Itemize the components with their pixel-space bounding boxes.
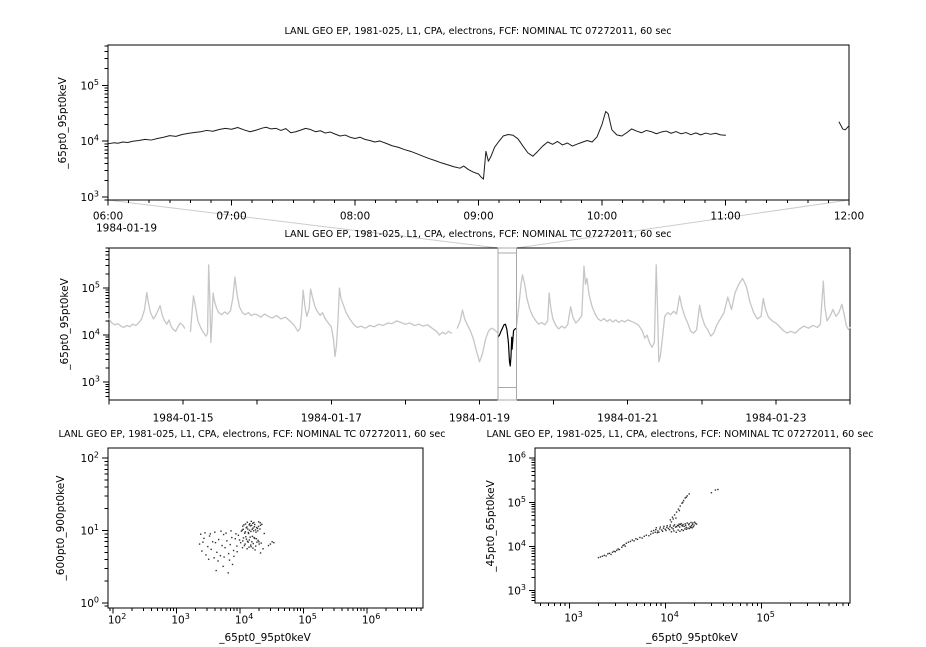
data-point [223, 556, 224, 557]
data-point [623, 544, 624, 545]
data-point [258, 541, 259, 542]
data-point [228, 553, 229, 554]
data-point [674, 524, 675, 525]
data-point [685, 523, 686, 524]
data-point [690, 522, 691, 523]
data-point [233, 550, 234, 551]
data-point [648, 535, 649, 536]
data-point [651, 531, 652, 532]
data-point [249, 530, 250, 531]
data-point [212, 541, 213, 542]
data-point [251, 529, 252, 530]
data-point [226, 540, 227, 541]
data-point [683, 530, 684, 531]
data-point [666, 527, 667, 528]
data-point [205, 554, 206, 555]
data-point [245, 531, 246, 532]
series-line [191, 265, 452, 357]
data-point [607, 553, 608, 554]
data-point [242, 547, 243, 548]
data-point [233, 556, 234, 557]
data-point [689, 526, 690, 527]
data-point [271, 541, 272, 542]
data-point [244, 543, 245, 544]
data-point [678, 525, 679, 526]
data-point [657, 530, 658, 531]
data-point [677, 529, 678, 530]
data-point [671, 521, 672, 522]
data-point [604, 555, 605, 556]
axis-tick-label: $10^4$ [81, 327, 100, 343]
data-point [679, 531, 680, 532]
data-point [199, 543, 200, 544]
data-point [258, 521, 259, 522]
axis-tick-label: $10^4$ [234, 612, 254, 627]
axis-tick-label: $10^3$ [564, 610, 583, 625]
data-point [675, 517, 676, 518]
data-point [235, 538, 236, 539]
data-point [600, 556, 601, 557]
connector-line-left [108, 200, 498, 248]
data-point [684, 528, 685, 529]
data-point [235, 533, 236, 534]
data-point [696, 523, 697, 524]
data-point [238, 535, 239, 536]
data-point [656, 527, 657, 528]
data-point [646, 535, 647, 536]
top-y-axis-label: _65pt0_95pt0keV [57, 77, 69, 169]
data-point [660, 526, 661, 527]
axis-tick-label: 06:00 [92, 210, 124, 223]
data-point [255, 529, 256, 530]
data-point [209, 535, 210, 536]
data-point [652, 532, 653, 533]
data-point [254, 526, 255, 527]
data-point [230, 544, 231, 545]
data-point [637, 539, 638, 540]
data-point [676, 511, 677, 512]
data-point [220, 555, 221, 556]
data-point [686, 527, 687, 528]
axis-tick-label: 11:00 [710, 210, 741, 223]
data-point [655, 529, 656, 530]
data-point [260, 552, 261, 553]
data-point [268, 545, 269, 546]
data-point [252, 523, 253, 524]
data-point [680, 505, 681, 506]
data-point [256, 542, 257, 543]
series-line [457, 310, 498, 362]
data-point [245, 536, 246, 537]
data-point [224, 547, 225, 548]
data-point [671, 527, 672, 528]
data-point [613, 551, 614, 552]
scatter-left-title: LANL GEO EP, 1981-025, L1, CPA, electrons, FCF: NOMINAL TC 07272011, 60 sec [58, 429, 446, 440]
axis-tick-label: 07:00 [216, 210, 247, 223]
data-point [665, 530, 666, 531]
axis-tick-label: 1984-01-23 [745, 412, 807, 425]
data-point [676, 532, 677, 533]
data-point [236, 551, 237, 552]
axis-tick-label: 12:00 [833, 210, 865, 223]
data-point [261, 524, 262, 525]
data-point [657, 532, 658, 533]
data-point [681, 529, 682, 530]
data-point [253, 537, 254, 538]
data-point [687, 522, 688, 523]
axis-tick-label: $10^4$ [507, 538, 526, 554]
data-point [251, 525, 252, 526]
data-point [259, 543, 260, 544]
axis-tick-label: 09:00 [463, 210, 494, 223]
data-point [673, 518, 674, 519]
data-point [669, 529, 670, 530]
data-point [259, 528, 260, 529]
data-point [632, 539, 633, 540]
data-point [670, 524, 671, 525]
data-point [687, 527, 688, 528]
plot-frame [109, 248, 850, 400]
data-point [255, 531, 256, 532]
data-point [228, 572, 229, 573]
axis-tick-label: $10^6$ [507, 450, 526, 466]
data-point [257, 530, 258, 531]
selection-box-outline[interactable] [498, 248, 517, 400]
data-point [644, 536, 645, 537]
data-point [232, 564, 233, 565]
data-point [220, 530, 221, 531]
data-point [257, 528, 258, 529]
data-point [208, 559, 209, 560]
data-point [248, 546, 249, 547]
connector-line-right [517, 200, 849, 248]
data-point [223, 534, 224, 535]
scatter-right-y-axis-label: _45pt0_65pt0keV [485, 480, 497, 572]
data-point [246, 527, 247, 528]
axis-tick-label: $10^3$ [81, 374, 100, 390]
data-point [214, 531, 215, 532]
data-point [661, 529, 662, 530]
data-point [673, 525, 674, 526]
data-point [242, 525, 243, 526]
data-point [598, 557, 599, 558]
data-point [243, 537, 244, 538]
data-point [655, 532, 656, 533]
data-point [249, 536, 250, 537]
data-point [653, 530, 654, 531]
series-line [109, 293, 185, 332]
series-line [498, 324, 517, 366]
data-point [659, 528, 660, 529]
data-point [673, 530, 674, 531]
data-point [242, 540, 243, 541]
data-point [215, 542, 216, 543]
axis-tick-label: $10^5$ [756, 610, 775, 625]
data-point [202, 542, 203, 543]
data-point [222, 566, 223, 567]
data-point [711, 492, 712, 493]
data-point [213, 557, 214, 558]
axis-tick-label: 1984-01-19 [448, 412, 511, 425]
top-panel-title: LANL GEO EP, 1981-025, L1, CPA, electrons, FCF: NOMINAL TC 07272011, 60 sec [284, 26, 672, 37]
data-point [679, 510, 680, 511]
data-point [250, 544, 251, 545]
scatter-left-x-axis-label: _65pt0_95pt0keV [219, 632, 311, 644]
data-point [207, 546, 208, 547]
data-point [688, 524, 689, 525]
panel-scatter-600-900kev[interactable] [81, 448, 423, 627]
data-point [650, 533, 651, 534]
data-point [610, 554, 611, 555]
plot-frame [108, 45, 849, 200]
data-point [210, 533, 211, 534]
axis-tick-label: $10^6$ [361, 612, 381, 627]
scatter-right-title: LANL GEO EP, 1981-025, L1, CPA, electrons, FCF: NOMINAL TC 07272011, 60 sec [486, 429, 874, 440]
data-point [678, 508, 679, 509]
data-point [633, 540, 634, 541]
data-point [679, 526, 680, 527]
data-point [602, 556, 603, 557]
series-line [108, 112, 726, 180]
data-point [619, 549, 620, 550]
data-point [242, 530, 243, 531]
data-point [231, 537, 232, 538]
data-point [250, 525, 251, 526]
data-point [663, 526, 664, 527]
data-point [671, 531, 672, 532]
data-point [215, 570, 216, 571]
data-point [641, 537, 642, 538]
data-point [252, 536, 253, 537]
data-point [256, 538, 257, 539]
data-point [686, 497, 687, 498]
data-point [247, 541, 248, 542]
data-point [680, 523, 681, 524]
data-point [664, 529, 665, 530]
axis-tick-label: $10^0$ [80, 595, 99, 610]
data-point [200, 534, 201, 535]
data-point [253, 522, 254, 523]
data-point [605, 555, 606, 556]
axis-tick-label: $10^5$ [81, 280, 100, 295]
data-point [216, 552, 217, 553]
data-point [246, 548, 247, 549]
data-point [687, 495, 688, 496]
data-point [243, 524, 244, 525]
data-point [682, 502, 683, 503]
data-point [251, 541, 252, 542]
data-point [246, 538, 247, 539]
data-point [688, 493, 689, 494]
data-point [252, 548, 253, 549]
axis-tick-label: $10^3$ [171, 612, 190, 627]
data-point [658, 532, 659, 533]
data-point [670, 519, 671, 520]
data-point [688, 523, 689, 524]
plot-frame [535, 448, 850, 603]
data-point [693, 526, 694, 527]
data-point [676, 526, 677, 527]
data-point [628, 542, 629, 543]
data-point [201, 550, 202, 551]
axis-tick-label: 08:00 [339, 210, 371, 223]
data-point [253, 543, 254, 544]
data-point [204, 532, 205, 533]
axis-tick-label: $10^3$ [507, 583, 526, 598]
data-point [261, 542, 262, 543]
data-point [691, 525, 692, 526]
data-point [253, 530, 254, 531]
context-y-axis-label: _65pt0_95pt0keV [59, 278, 71, 370]
data-point [251, 521, 252, 522]
data-point [685, 525, 686, 526]
data-point [683, 500, 684, 501]
data-point [672, 517, 673, 518]
data-point [693, 524, 694, 525]
data-point [616, 550, 617, 551]
axis-tick-label: 1984-01-17 [300, 412, 362, 425]
axis-tick-label: $10^2$ [80, 450, 99, 466]
axis-tick-label: $10^4$ [660, 610, 679, 625]
data-point [674, 514, 675, 515]
series-line [517, 265, 850, 362]
data-point [639, 537, 640, 538]
axis-tick-label: $10^5$ [298, 612, 317, 627]
data-point [689, 528, 690, 529]
data-point [258, 526, 259, 527]
data-point [717, 489, 718, 490]
data-point [683, 526, 684, 527]
data-point [612, 552, 613, 553]
data-point [686, 529, 687, 530]
scatter-points [598, 489, 719, 558]
series-line [839, 122, 849, 130]
data-point [715, 489, 716, 490]
context-panel-title: LANL GEO EP, 1981-025, L1, CPA, electrons, FCF: NOMINAL TC 07272011, 60 sec [284, 229, 672, 240]
data-point [245, 523, 246, 524]
axis-tick-label: $10^3$ [80, 189, 99, 205]
data-point [270, 543, 271, 544]
data-point [203, 538, 204, 539]
axis-tick-label: 1984-01-15 [152, 412, 214, 425]
data-point [249, 539, 250, 540]
data-point [225, 532, 226, 533]
data-point [244, 532, 245, 533]
data-point [248, 533, 249, 534]
data-point [625, 545, 626, 546]
data-point [249, 523, 250, 524]
axis-tick-label: $10^5$ [80, 77, 99, 93]
data-point [240, 542, 241, 543]
data-point [626, 543, 627, 544]
data-point [669, 526, 670, 527]
scatter-left-y-axis-label: _600pt0_900pt0keV [55, 475, 67, 581]
data-point [260, 522, 261, 523]
data-point [250, 531, 251, 532]
data-point [210, 549, 211, 550]
panel-top-timeseries[interactable] [81, 45, 865, 223]
data-point [257, 540, 258, 541]
data-point [254, 549, 255, 550]
data-point [692, 522, 693, 523]
data-point [673, 528, 674, 529]
data-point [691, 527, 692, 528]
data-point [273, 542, 274, 543]
data-point [239, 539, 240, 540]
plot-frame [108, 448, 423, 608]
selection-box[interactable] [498, 248, 517, 400]
data-point [609, 553, 610, 554]
data-point [264, 533, 265, 534]
data-point [217, 560, 218, 561]
data-point [254, 524, 255, 525]
axis-tick-label: 1984-01-21 [597, 412, 659, 425]
data-point [247, 522, 248, 523]
data-point [682, 525, 683, 526]
axis-tick-label: $10^4$ [80, 133, 99, 149]
data-point [663, 527, 664, 528]
scatter-points [199, 521, 275, 574]
axis-tick-label: 10:00 [586, 210, 618, 223]
data-point [617, 548, 618, 549]
data-point [682, 524, 683, 525]
scatter-right-x-axis-label: _65pt0_95pt0keV [646, 632, 738, 644]
data-point [692, 524, 693, 525]
panel-scatter-45-65kev[interactable] [508, 448, 850, 625]
data-point [662, 531, 663, 532]
data-point [250, 546, 251, 547]
data-point [244, 545, 245, 546]
data-point [218, 539, 219, 540]
data-point [678, 523, 679, 524]
data-point [262, 548, 263, 549]
data-point [236, 545, 237, 546]
data-point [260, 525, 261, 526]
data-point [229, 559, 230, 560]
data-point [255, 545, 256, 546]
zoom-connector-lines [108, 200, 849, 248]
data-point [621, 547, 622, 548]
top-x-axis-date-label: 1984-01-19 [96, 222, 158, 235]
data-point [615, 551, 616, 552]
data-point [630, 541, 631, 542]
data-point [667, 525, 668, 526]
panel-context-overview[interactable] [82, 248, 850, 425]
axis-tick-label: $10^2$ [107, 612, 127, 627]
data-point [635, 538, 636, 539]
data-point [247, 528, 248, 529]
data-point [221, 545, 222, 546]
axis-tick-label: $10^1$ [80, 523, 99, 538]
axis-tick-label: $10^5$ [507, 494, 526, 510]
data-point [230, 530, 231, 531]
